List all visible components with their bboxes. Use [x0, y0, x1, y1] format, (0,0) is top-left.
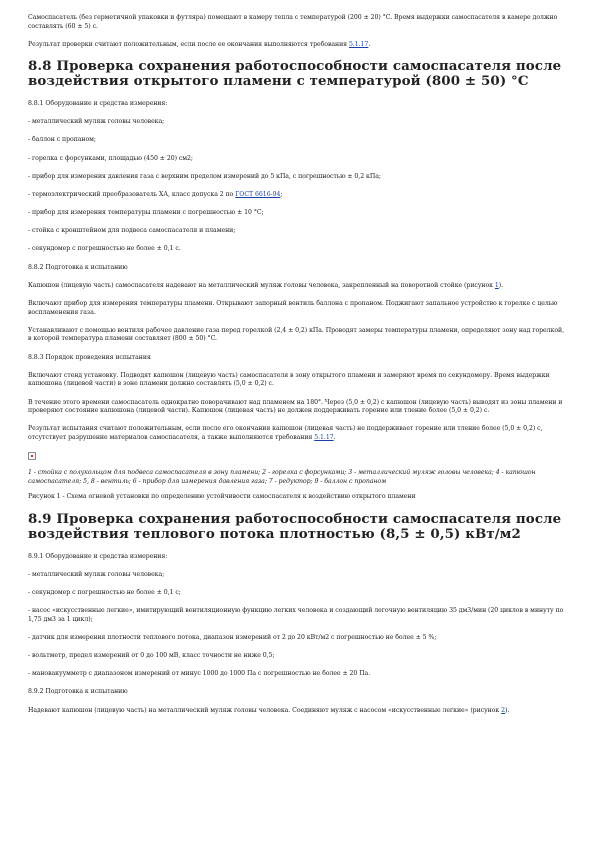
document-page [28, 14, 568, 725]
figure-1-legend: 1 - стойка с полукольцом для подвеса самоспасателя в зону пламени; 2 - горелка с форсунками; 3 - металлический муляж головы человека; 4 - капюшон самоспасателя; 5, 8 - вентиль; 6 - прибор для измерения давления газа; 7 - редуктор; 9 - баллон с пропаном [28, 469, 536, 485]
paragraph-procedure-a: Включают стенд установку. Подводят капюшон (лицевую часть) самоспасателя в зону открытого пламени и замеряют время по секундомеру. Время выдержки капюшона (лицевой части) в зоне пламени должно составлять (5,0 ± 0,2) с. [28, 371, 550, 388]
paragraph-procedure-b: В течение этого времени самоспасатель однократно поворачивают над пламенем на 180°. Через (5,0 ± 0,2) с капюшон (лицевую часть) выводят из зоны пламени и проверяют состояние капюшона (лицевой части). Капюшон (лицевая часть) не должен поддерживать горение или тление более (5,0 ± 0,2) с. [28, 398, 563, 415]
subheading-8-8-1: 8.8.1 Оборудование и средства измерения: [28, 99, 168, 107]
paragraph-result-8-8: Результат испытания считают положительным, если после его окончания капюшон (лицевая часть) не поддерживает горение или тление более (5,0 ± 0,2) с, отсутствует разрушение материалов самоспасателя, а также выполняются требования 5.1.17. [28, 425, 543, 441]
link-figure-1[interactable]: 1 [494, 281, 499, 289]
list-item: - стойка с кронштейном для подвеса самоспасателя и пламени; [28, 227, 236, 235]
link-figure-2[interactable]: 2 [501, 706, 506, 714]
heading-8-8: 8.8 Проверка сохранения работоспособности самоспасателя после воздействия открытого пламени с температурой (800 ± 50) °C [28, 57, 562, 89]
figure-1-caption: Рисунок 1 - Схема огневой установки по определению устойчивости самоспасателя к воздействию открытого пламени [28, 493, 416, 501]
list-item-thermocouple: - термоэлектрический преобразователь ХА, класс допуска 2 по ГОСТ 6616-94; [28, 190, 283, 198]
link-5-1-17[interactable]: 5.1.17 [348, 40, 369, 48]
paragraph-ignition: Включают прибор для измерения температуры пламени. Открывают запорный вентиль баллона с пропаном. Поджигают запальное устройство к горелке с целью воспламенения газа. [28, 300, 558, 316]
list-item: - баллон с пропаном; [28, 136, 96, 144]
list-item: - секундомер с погрешностью не более ± 0,1 с; [28, 588, 181, 596]
link-5-1-17[interactable]: 5.1.17 [314, 433, 334, 441]
subheading-8-8-2: 8.8.2 Подготовка к испытанию [28, 263, 128, 271]
subheading-8-9-2: 8.9.2 Подготовка к испытанию [28, 688, 128, 696]
paragraph-result-8-7: Результат проверки считают положительным, если после ее окончания выполняются требования 5.1.17. [28, 40, 371, 48]
paragraph-heat-chamber: Самоспасатель (без герметичной упаковки и футляра) помещают в камеру тепла с температурой (200 ± 20) °C. Время выдержки самоспасателя в камере должно составлять (60 ± 5) с. [28, 14, 558, 30]
subheading-8-9-1: 8.9.1 Оборудование и средства измерения: [28, 552, 168, 560]
list-item: - металлический муляж головы человека; [28, 118, 165, 126]
list-item: - прибор для измерения температуры пламени с погрешностью ± 10 °C; [28, 209, 264, 217]
list-item: - прибор для измерения давления газа с верхним пределом измерений до 5 кПа, с погрешностью ± 0,2 кПа; [28, 172, 381, 180]
list-item: - датчик для измерения плотности теплового потока, диапазон измерений от 2 до 20 кВт/м2 с погрешностью не более ± 5 %; [28, 633, 437, 641]
paragraph-hood-mount: Капюшон (лицевую часть) самоспасателя надевают на металлический муляж головы человека, закрепленный на поворотной стойке (рисунок 1). [28, 281, 504, 289]
paragraph-mannequin-setup: Надевают капюшон (лицевую часть) на металлический муляж головы человека. Соединяют муляж с насосом «искусственные легкие» (рисунок 2). [28, 706, 510, 714]
list-item: - горелка с форсунками, площадью (450 ± 20) см2; [28, 154, 193, 162]
heading-8-9: 8.9 Проверка сохранения работоспособности самоспасателя после воздействия теплового потока плотностью (8,5 ± 0,5) кВт/м2 [28, 510, 562, 542]
link-gost-6616-94[interactable]: ГОСТ 6616-94 [235, 190, 281, 198]
list-item: - вольтметр, предел измерений от 0 до 100 мВ, класс точности не ниже 0,5; [28, 652, 275, 660]
list-item: - металлический муляж головы человека; [28, 570, 165, 578]
broken-image-icon [28, 452, 36, 460]
list-item: - насос «искусственные легкие», имитирующий вентиляционную функцию легких человека и создающий легочную вентиляцию 35 дм3/мин (20 циклов в минуту по 1,75 дм3 за 1 цикл); [28, 607, 564, 623]
paragraph-gas-pressure: Устанавливают с помощью вентиля рабочее давление газа перед горелкой (2,4 ± 0,2) кПа. Проводят замеры температуры пламени, определяют зону над горелкой, в которой температура пламени составляет (800 ± 50) °C. [28, 326, 565, 343]
list-item: - мановакуумметр с диапазоном измерений от минус 1000 до 1000 Па с погрешностью не более ± 20 Па. [28, 670, 371, 678]
list-item: - секундомер с погрешностью не более ± 0,1 с. [28, 245, 181, 253]
subheading-8-8-3: 8.8.3 Порядок проведения испытания [28, 353, 151, 361]
